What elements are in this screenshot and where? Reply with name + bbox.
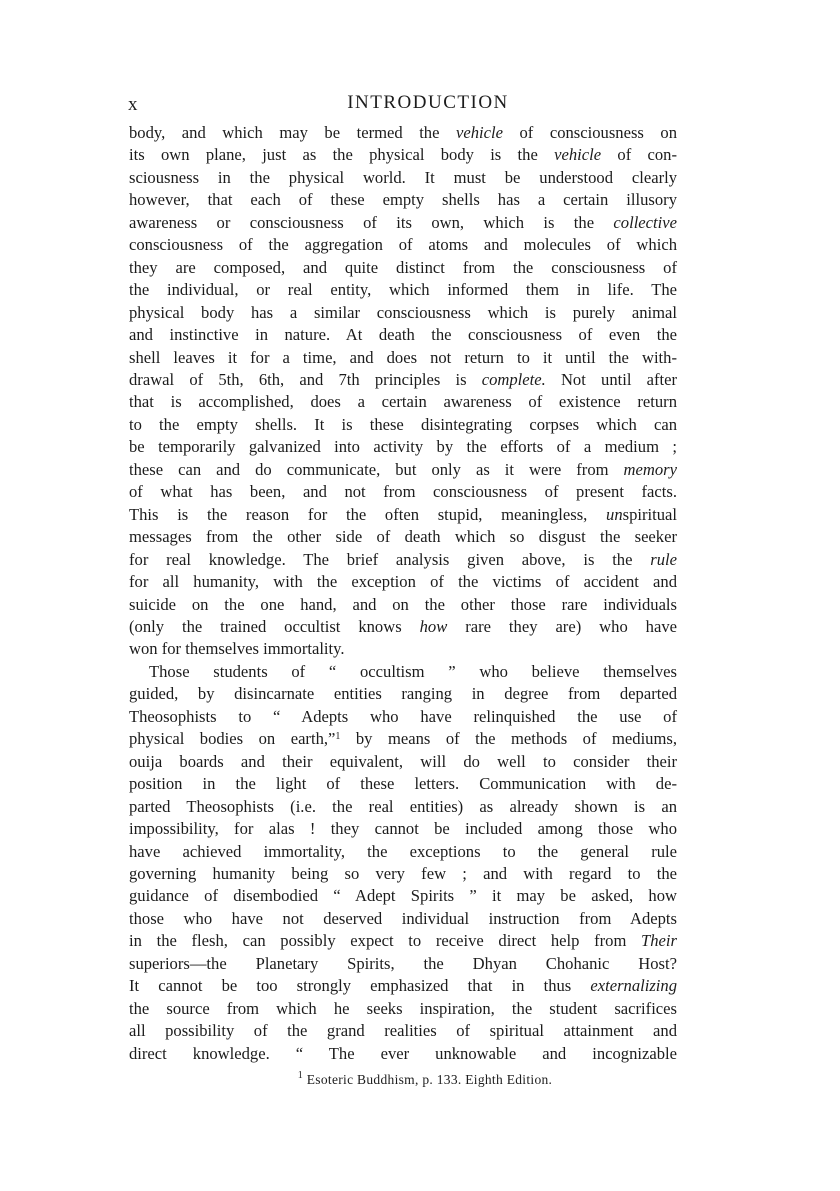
text-line: superiors—the Planetary Spirits, the Dhyan Chohanic Host? (129, 953, 677, 973)
text-line: physical body has a similar consciousness which is purely animal (129, 302, 677, 322)
text-line: for all humanity, with the exception of the victims of accident and (129, 572, 677, 592)
text-line: of what has been, and not from consciousness of present facts. (129, 482, 677, 502)
footnote-mark: 1 (297, 1070, 304, 1081)
footnote (0, 1072, 840, 1088)
text-line: that is accomplished, does a certain awareness of existence return (129, 392, 677, 412)
footnote-ref: 1 (335, 731, 341, 743)
text-line: messages from the other side of death which so disgust the seeker (129, 527, 677, 547)
text-line: consciousness of the aggregation of atoms and molecules of which (129, 235, 677, 255)
text-line: This is the reason for the often stupid, meaningless, unspiritual (129, 504, 677, 524)
text-line: parted Theosophists (i.e. the real entities) as already shown is an (129, 796, 677, 816)
text-line: won for themselves immortality. (129, 639, 345, 659)
text-line: direct knowledge. “ The ever unknowable and incognizable (129, 1043, 677, 1063)
text-line: its own plane, just as the physical body is the vehicle of con- (129, 145, 677, 165)
text-line: Those students of “ occultism ” who believe themselves (149, 661, 677, 681)
footnote-text: Esoteric Buddhism, p. 133. Eighth Edition. (303, 1072, 553, 1087)
text-line: those who have not deserved individual instruction from Adepts (129, 908, 677, 928)
text-line: shell leaves it for a time, and does not return to it until the with- (129, 347, 677, 367)
text-line: governing humanity being so very few ; and with regard to the (129, 863, 677, 883)
body-text (129, 122, 677, 1065)
text-line: be temporarily galvanized into activity by the efforts of a medium ; (129, 437, 677, 457)
text-line: they are composed, and quite distinct from the consciousness of (129, 257, 677, 277)
text-line: (only the trained occultist knows how rare they are) who have (129, 616, 677, 636)
text-line: in the flesh, can possibly expect to receive direct help from Their (129, 931, 677, 951)
text-line: suicide on the one hand, and on the other those rare individuals (129, 594, 677, 614)
text-line: awareness or consciousness of its own, which is the collective (129, 212, 677, 232)
text-line: physical bodies on earth,”$^1$ by means of the methods of mediums, (129, 729, 677, 749)
text-line: these can and do communicate, but only as it were from memory (129, 459, 677, 479)
text-line: body, and which may be termed the vehicle of consciousness on (129, 123, 677, 142)
text-line: the individual, or real entity, which informed them in life. The (129, 280, 677, 300)
text-line: ouija boards and their equivalent, will do well to consider their (129, 751, 677, 771)
text-line: however, that each of these empty shells has a certain illusory (129, 190, 677, 210)
text-line: impossibility, for alas ! they cannot be included among those who (129, 819, 677, 839)
text-line: all possibility of the grand realities of spiritual attainment and (129, 1021, 677, 1041)
text-line: and instinctive in nature. At death the consciousness of even the (129, 325, 677, 345)
text-line: position in the light of these letters. Communication with de- (129, 774, 677, 794)
text-line: guided, by disincarnate entities ranging in degree from departed (129, 684, 677, 704)
text-line: drawal of 5th, 6th, and 7th principles is complete. Not until after (129, 369, 678, 389)
text-line: sciousness in the physical world. It must be understood clearly (129, 167, 677, 187)
running-title: INTRODUCTION (347, 92, 509, 113)
text-line: It cannot be too strongly emphasized that in thus externalizing (129, 976, 677, 996)
text-line: have achieved immortality, the exceptions to the general rule (129, 841, 677, 861)
text-line: to the empty shells. It is these disintegrating corpses which can (129, 414, 677, 434)
text-line: the source from which he seeks inspiration, the student sacrifices (129, 998, 677, 1018)
text-line: for real knowledge. The brief analysis given above, is the rule (129, 549, 677, 569)
text-line: guidance of disembodied “ Adept Spirits ” it may be asked, how (129, 886, 677, 906)
page-number: x (128, 94, 138, 115)
text-line: Theosophists to “ Adepts who have relinquished the use of (129, 706, 677, 726)
